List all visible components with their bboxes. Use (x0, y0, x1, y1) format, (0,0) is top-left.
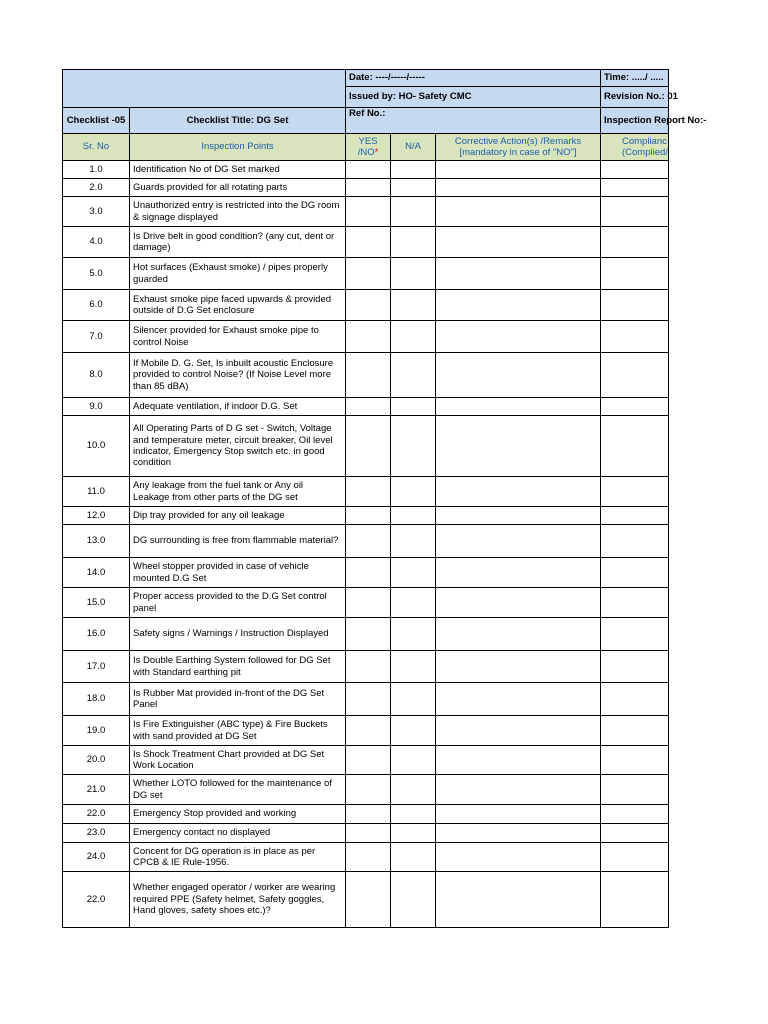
na-input-cell[interactable] (391, 651, 436, 683)
checklist-row (63, 843, 669, 872)
compliance-input-cell[interactable] (601, 179, 669, 197)
compliance-input-cell[interactable] (601, 258, 669, 290)
inspection-point-cell: Proper access provided to the D.G Set control panel (130, 588, 346, 618)
na-input-cell[interactable] (391, 746, 436, 775)
checklist-row (63, 507, 669, 525)
inspection-point-cell: Emergency Stop provided and working (130, 805, 346, 824)
yes-no-input-cell[interactable] (346, 843, 391, 872)
sr-no-cell: 6.0 (63, 290, 130, 321)
checklist-row (63, 525, 669, 558)
na-input-cell[interactable] (391, 558, 436, 588)
sr-no-cell: 17.0 (63, 651, 130, 683)
na-input-cell[interactable] (391, 525, 436, 558)
checklist-row (63, 651, 669, 683)
sr-no-cell: 22.0 (63, 872, 130, 928)
checklist-number: Checklist -05 (63, 108, 130, 134)
checklist-row (63, 746, 669, 775)
yes-no-input-cell[interactable] (346, 197, 391, 227)
sr-no-cell: 11.0 (63, 477, 130, 507)
na-input-cell[interactable] (391, 161, 436, 179)
yes-no-input-cell[interactable] (346, 477, 391, 507)
checklist-row (63, 227, 669, 258)
na-input-cell[interactable] (391, 872, 436, 928)
sr-no-cell: 15.0 (63, 588, 130, 618)
checklist-row (63, 805, 669, 824)
na-input-cell[interactable] (391, 824, 436, 843)
inspection-point-cell: Wheel stopper provided in case of vehicle mounted D.G Set (130, 558, 346, 588)
yes-no-input-cell[interactable] (346, 398, 391, 416)
remarks-input-cell[interactable] (436, 618, 601, 651)
na-input-cell[interactable] (391, 618, 436, 651)
dg-set-checklist-table (62, 69, 707, 928)
sr-no-cell: 7.0 (63, 321, 130, 353)
inspection-point-cell: Is Double Earthing System followed for DG Set with Standard earthing pit (130, 651, 346, 683)
na-input-cell[interactable] (391, 227, 436, 258)
col-na: N/A (391, 134, 436, 161)
sr-no-cell: 16.0 (63, 618, 130, 651)
inspection-point-cell: DG surrounding is free from flammable material? (130, 525, 346, 558)
checklist-row (63, 558, 669, 588)
inspection-point-cell: Is Shock Treatment Chart provided at DG Set Work Location (130, 746, 346, 775)
remarks-input-cell[interactable] (436, 683, 601, 716)
na-input-cell[interactable] (391, 588, 436, 618)
sr-no-cell: 1.0 (63, 161, 130, 179)
compliance-input-cell[interactable] (601, 398, 669, 416)
yes-no-input-cell[interactable] (346, 507, 391, 525)
inspection-point-cell: Hot surfaces (Exhaust smoke) / pipes properly guarded (130, 258, 346, 290)
compliance-input-cell[interactable] (601, 321, 669, 353)
sr-no-cell: 20.0 (63, 746, 130, 775)
mandatory-star: * (374, 147, 379, 158)
compliance-input-cell[interactable] (601, 525, 669, 558)
na-input-cell[interactable] (391, 843, 436, 872)
na-input-cell[interactable] (391, 683, 436, 716)
remarks-input-cell[interactable] (436, 416, 601, 477)
checklist-row (63, 290, 669, 321)
yes-no-input-cell[interactable] (346, 321, 391, 353)
inspection-point-cell: Concent for DG operation is in place as per CPCB & IE Rule-1956. (130, 843, 346, 872)
compliance-input-cell[interactable] (601, 290, 669, 321)
compliance-line1: Complianc (622, 135, 667, 147)
col-corrective-action (436, 134, 601, 161)
checklist-row (63, 588, 669, 618)
remarks-input-cell[interactable] (436, 290, 601, 321)
checklist-row (63, 477, 669, 507)
sr-no-cell: 23.0 (63, 824, 130, 843)
issued-by-field: Issued by: HO- Safety CMC (346, 87, 601, 108)
remarks-input-cell[interactable] (436, 398, 601, 416)
inspection-point-cell: Exhaust smoke pipe faced upwards & provided outside of D.G Set enclosure (130, 290, 346, 321)
yes-no-input-cell[interactable] (346, 824, 391, 843)
inspection-point-cell: Unauthorized entry is restricted into the DG room & signage displayed (130, 197, 346, 227)
remarks-input-cell[interactable] (436, 258, 601, 290)
remarks-input-cell[interactable] (436, 179, 601, 197)
yes-no-input-cell[interactable] (346, 525, 391, 558)
inspection-point-cell: Whether LOTO followed for the maintenance of DG set (130, 775, 346, 805)
checklist-row (63, 716, 669, 746)
sr-no-cell: 2.0 (63, 179, 130, 197)
na-input-cell[interactable] (391, 321, 436, 353)
ref-no-field[interactable]: Ref No.: (346, 108, 601, 134)
remarks-input-cell[interactable] (436, 477, 601, 507)
remarks-input-cell[interactable] (436, 227, 601, 258)
col-sr-no: Sr. No (63, 134, 130, 161)
compliance-input-cell[interactable] (601, 416, 669, 477)
yes-no-input-cell[interactable] (346, 353, 391, 398)
yes-no-input-cell[interactable] (346, 618, 391, 651)
na-input-cell[interactable] (391, 477, 436, 507)
corrective-line1: Corrective Action(s) /Remarks (454, 135, 582, 147)
inspection-point-cell: Identification No of DG Set marked (130, 161, 346, 179)
sr-no-cell: 3.0 (63, 197, 130, 227)
checklist-row (63, 824, 669, 843)
revision-field: Revision No.: 01 (601, 87, 669, 108)
yes-no-input-cell[interactable] (346, 775, 391, 805)
yes-no-input-cell[interactable] (346, 179, 391, 197)
inspection-point-cell: Is Fire Extinguisher (ABC type) & Fire Buckets with sand provided at DG Set (130, 716, 346, 746)
na-input-cell[interactable] (391, 416, 436, 477)
compliance-input-cell[interactable] (601, 558, 669, 588)
compliance-input-cell[interactable] (601, 805, 669, 824)
inspection-point-cell: Adequate ventilation, if indoor D.G. Set (130, 398, 346, 416)
remarks-input-cell[interactable] (436, 716, 601, 746)
yes-no-input-cell[interactable] (346, 872, 391, 928)
checklist-row (63, 321, 669, 353)
compliance-input-cell[interactable] (601, 197, 669, 227)
checklist-row (63, 775, 669, 805)
na-input-cell[interactable] (391, 805, 436, 824)
sr-no-cell: 8.0 (63, 353, 130, 398)
checklist-row (63, 353, 669, 398)
compliance-input-cell[interactable] (601, 588, 669, 618)
inspection-point-cell: All Operating Parts of D G set - Switch, Voltage and temperature meter, circuit breaker, Oil level indicator, Emergency Stop switch etc. in good condition (130, 416, 346, 477)
compliance-input-cell[interactable] (601, 746, 669, 775)
checklist-title: Checklist Title: DG Set (130, 108, 346, 134)
sr-no-cell: 10.0 (63, 416, 130, 477)
compliance-input-cell[interactable] (601, 716, 669, 746)
remarks-input-cell[interactable] (436, 872, 601, 928)
inspection-point-cell: If Mobile D. G. Set, Is inbuilt acoustic Enclosure provided to control Noise? (If Noise Level more than 85 dBA) (130, 353, 346, 398)
compliance-input-cell[interactable] (601, 507, 669, 525)
remarks-input-cell[interactable] (436, 321, 601, 353)
compliance-input-cell[interactable] (601, 683, 669, 716)
inspection-point-cell: Guards provided for all rotating parts (130, 179, 346, 197)
na-input-cell[interactable] (391, 716, 436, 746)
col-inspection-points: Inspection Points (130, 134, 346, 161)
checklist-row (63, 161, 669, 179)
yes-no-input-cell[interactable] (346, 161, 391, 179)
checklist-row (63, 416, 669, 477)
na-input-cell[interactable] (391, 258, 436, 290)
sr-no-cell: 4.0 (63, 227, 130, 258)
remarks-input-cell[interactable] (436, 746, 601, 775)
yes-no-input-cell[interactable] (346, 683, 391, 716)
inspection-point-cell: Safety signs / Warnings / Instruction Displayed (130, 618, 346, 651)
inspection-report-field[interactable]: Inspection Report No:- (601, 108, 669, 134)
yes-no-input-cell[interactable] (346, 416, 391, 477)
col-yes-no (346, 134, 391, 161)
yes-no-input-cell[interactable] (346, 805, 391, 824)
na-input-cell[interactable] (391, 290, 436, 321)
corrective-line2: [mandatory in case of "NO"] (459, 147, 577, 158)
checklist-row (63, 398, 669, 416)
compliance-input-cell[interactable] (601, 872, 669, 928)
sr-no-cell: 19.0 (63, 716, 130, 746)
yes-no-input-cell[interactable] (346, 716, 391, 746)
sr-no-cell: 22.0 (63, 805, 130, 824)
checklist-row (63, 197, 669, 227)
sr-no-cell: 24.0 (63, 843, 130, 872)
remarks-input-cell[interactable] (436, 507, 601, 525)
sr-no-cell: 14.0 (63, 558, 130, 588)
checklist-row (63, 872, 669, 928)
col-compliance (601, 134, 669, 161)
compliance-input-cell[interactable] (601, 618, 669, 651)
remarks-input-cell[interactable] (436, 824, 601, 843)
remarks-input-cell[interactable] (436, 588, 601, 618)
compliance-input-cell[interactable] (601, 775, 669, 805)
inspection-point-cell: Emergency contact no displayed (130, 824, 346, 843)
yes-no-input-cell[interactable] (346, 290, 391, 321)
yes-no-input-cell[interactable] (346, 746, 391, 775)
sr-no-cell: 9.0 (63, 398, 130, 416)
remarks-input-cell[interactable] (436, 805, 601, 824)
checklist-row (63, 618, 669, 651)
inspection-point-cell: Is Drive belt in good condition? (any cut, dent or damage) (130, 227, 346, 258)
yes-no-input-cell[interactable] (346, 558, 391, 588)
yes-no-label: YES /NO (357, 135, 378, 158)
compliance-input-cell[interactable] (601, 824, 669, 843)
compliance-input-cell[interactable] (601, 353, 669, 398)
na-input-cell[interactable] (391, 507, 436, 525)
time-field[interactable]: Time: ...../ ..... (601, 70, 669, 87)
na-input-cell[interactable] (391, 398, 436, 416)
compliance-input-cell[interactable] (601, 843, 669, 872)
inspection-point-cell: Silencer provided for Exhaust smoke pipe to control Noise (130, 321, 346, 353)
checklist-row (63, 258, 669, 290)
compliance-input-cell[interactable] (601, 477, 669, 507)
sr-no-cell: 21.0 (63, 775, 130, 805)
remarks-input-cell[interactable] (436, 197, 601, 227)
compliance-input-cell[interactable] (601, 651, 669, 683)
inspection-point-cell: Is Rubber Mat provided in-front of the DG Set Panel (130, 683, 346, 716)
yes-no-input-cell[interactable] (346, 651, 391, 683)
remarks-input-cell[interactable] (436, 161, 601, 179)
na-input-cell[interactable] (391, 775, 436, 805)
sr-no-cell: 13.0 (63, 525, 130, 558)
compliance-line2: (Complied/ (622, 147, 668, 158)
inspection-point-cell: Whether engaged operator / worker are wearing required PPE (Safety helmet, Safety goggles, Hand gloves, safety shoes etc.)? (130, 872, 346, 928)
checklist-row (63, 179, 669, 197)
compliance-input-cell[interactable] (601, 227, 669, 258)
na-input-cell[interactable] (391, 197, 436, 227)
inspection-point-cell: Any leakage from the fuel tank or Any oil Leakage from other parts of the DG set (130, 477, 346, 507)
checklist-row (63, 683, 669, 716)
remarks-input-cell[interactable] (436, 843, 601, 872)
na-input-cell[interactable] (391, 353, 436, 398)
remarks-input-cell[interactable] (436, 651, 601, 683)
inspection-point-cell: Dip tray provided for any oil leakage (130, 507, 346, 525)
remarks-input-cell[interactable] (436, 353, 601, 398)
na-input-cell[interactable] (391, 179, 436, 197)
remarks-input-cell[interactable] (436, 525, 601, 558)
date-field[interactable]: Date: ----/-----/----- (346, 70, 601, 87)
yes-no-input-cell[interactable] (346, 258, 391, 290)
remarks-input-cell[interactable] (436, 558, 601, 588)
sr-no-cell: 5.0 (63, 258, 130, 290)
header-blank-cell (63, 70, 346, 108)
sr-no-cell: 18.0 (63, 683, 130, 716)
yes-no-input-cell[interactable] (346, 588, 391, 618)
yes-no-input-cell[interactable] (346, 227, 391, 258)
sr-no-cell: 12.0 (63, 507, 130, 525)
remarks-input-cell[interactable] (436, 775, 601, 805)
compliance-input-cell[interactable] (601, 161, 669, 179)
